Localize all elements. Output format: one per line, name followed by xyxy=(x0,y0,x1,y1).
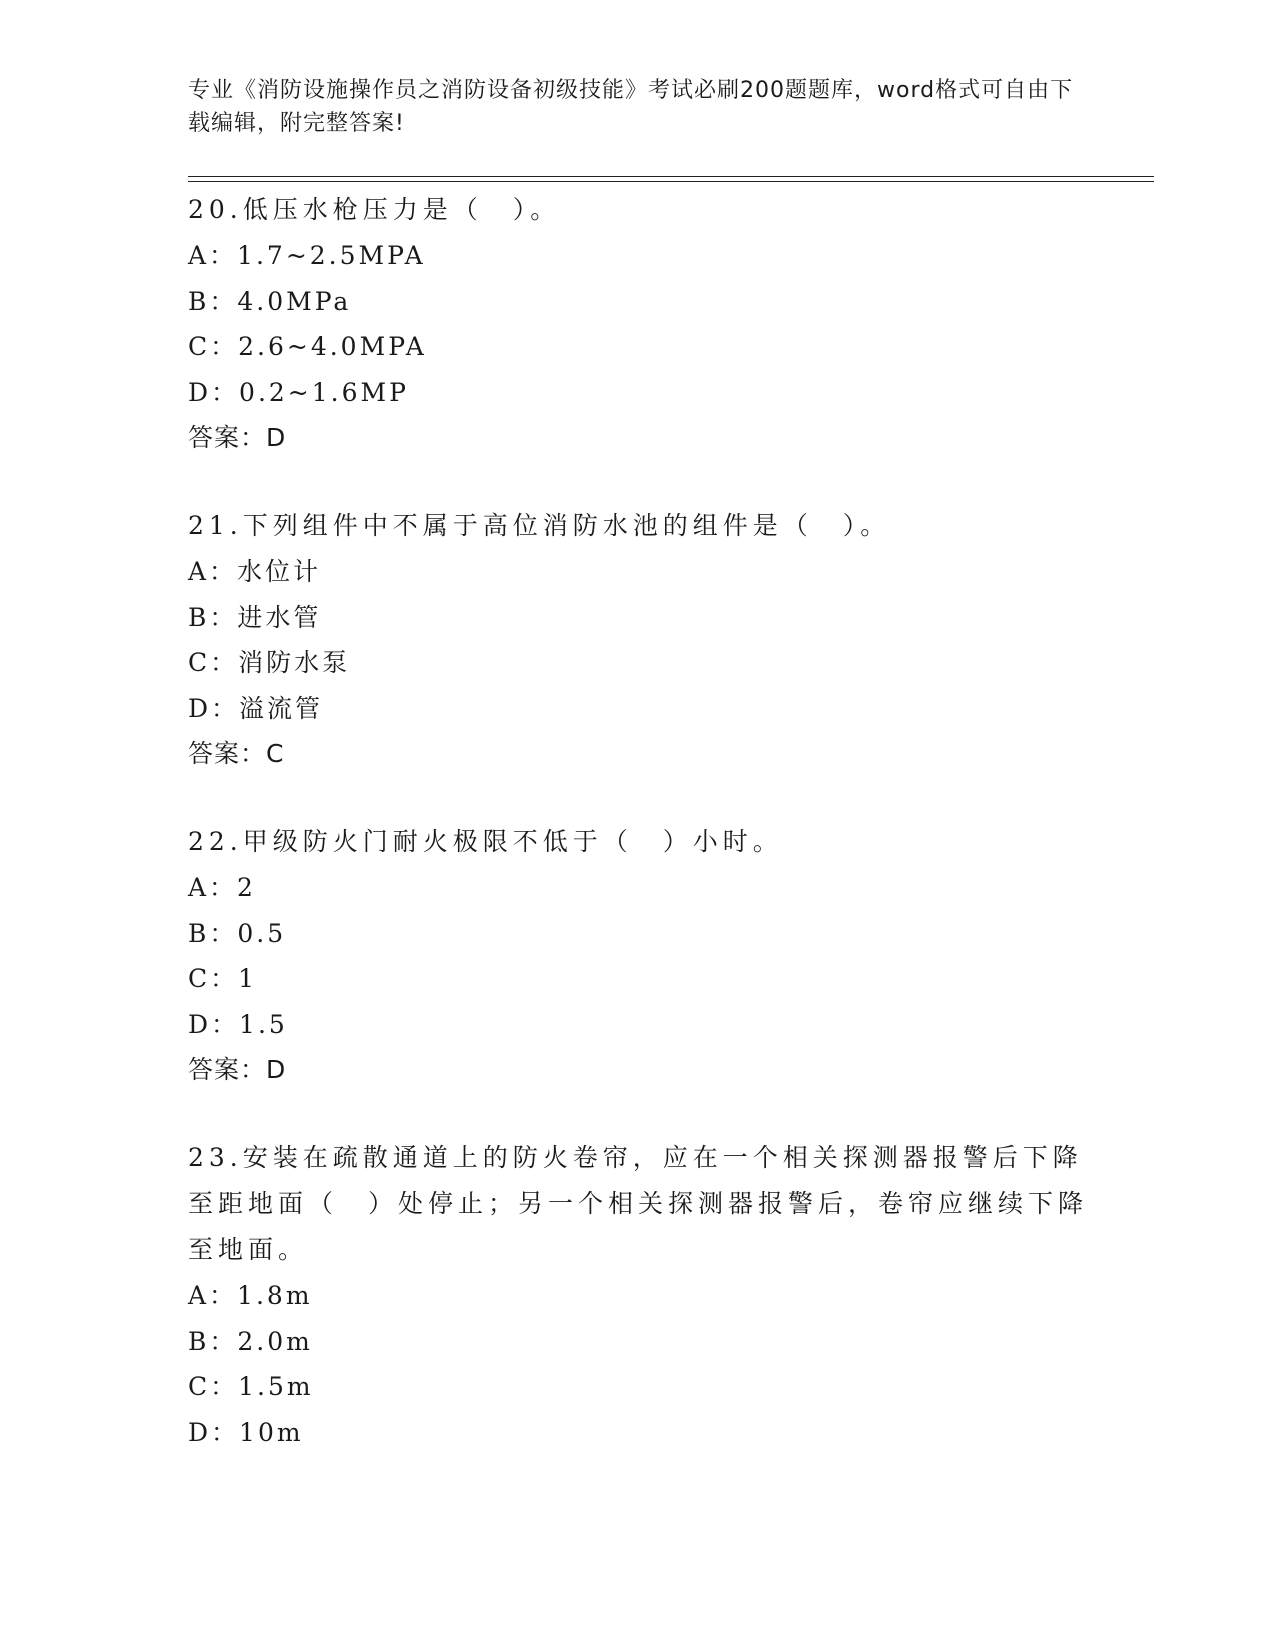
option-c: C：2.6~4.0MPA xyxy=(188,332,427,361)
option-c: C：消防水泵 xyxy=(188,648,351,677)
question-21 xyxy=(188,503,1088,776)
header-divider-top xyxy=(188,176,1154,177)
answer-line: 答案：D xyxy=(188,423,287,452)
option-a: A：水位计 xyxy=(188,557,322,586)
question-stem: 21.下列组件中不属于高位消防水池的组件是（ ）。 xyxy=(188,511,891,540)
question-spacer xyxy=(188,776,1088,819)
question-stem: 20.低压水枪压力是（ ）。 xyxy=(188,195,561,224)
option-c: C：1.5m xyxy=(188,1372,314,1401)
question-20 xyxy=(188,187,1088,460)
option-d: D：1.5 xyxy=(188,1009,288,1039)
option-d: D：0.2~1.6MP xyxy=(188,377,409,407)
option-b: B：2.0m xyxy=(188,1326,313,1356)
option-b: B：进水管 xyxy=(188,602,322,632)
answer-line: 答案：D xyxy=(188,1055,287,1084)
header-divider-bottom xyxy=(188,181,1154,182)
question-23 xyxy=(188,1135,1088,1455)
question-stem: 23.安装在疏散通道上的防火卷帘，应在一个相关探测器报警后下降至距地面（ ）处停止；另一个相关探测器报警后，卷帘应继续下降至地面。 xyxy=(188,1143,1089,1264)
answer-line: 答案：C xyxy=(188,739,285,768)
document-header: 专业《消防设施操作员之消防设备初级技能》考试必刷200题题库，word格式可自由下载编辑，附完整答案! xyxy=(188,78,1074,136)
option-d: D：10m xyxy=(188,1417,304,1447)
option-a: A：2 xyxy=(188,873,256,902)
option-b: B：0.5 xyxy=(188,918,287,948)
question-stem: 22.甲级防火门耐火极限不低于（ ）小时。 xyxy=(188,827,783,856)
question-22 xyxy=(188,819,1088,1092)
option-b: B：4.0MPa xyxy=(188,286,352,316)
question-list xyxy=(188,187,1088,1455)
option-c: C：1 xyxy=(188,964,258,993)
option-a: A：1.7~2.5MPA xyxy=(188,241,426,270)
question-spacer xyxy=(188,1092,1088,1135)
question-spacer xyxy=(188,460,1088,503)
option-d: D：溢流管 xyxy=(188,693,324,723)
option-a: A：1.8m xyxy=(188,1281,313,1310)
